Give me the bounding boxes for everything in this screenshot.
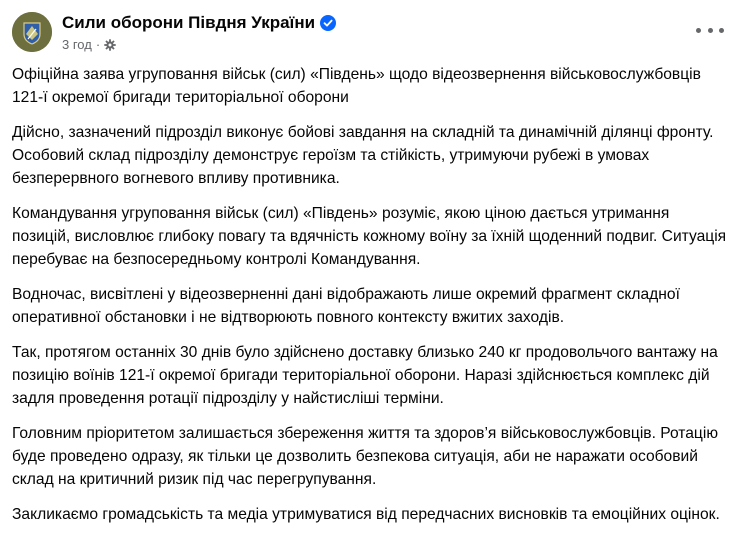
post-text	[12, 63, 728, 538]
verified-badge-icon	[320, 15, 336, 31]
unit-emblem-icon	[12, 12, 52, 52]
page-name-text[interactable]: Сили оборони Півдня України	[62, 13, 316, 32]
more-dot-icon	[708, 28, 713, 33]
post-timestamp[interactable]: 3 год	[62, 37, 92, 52]
more-options-icon[interactable]	[696, 20, 724, 40]
gear-icon[interactable]	[104, 39, 116, 51]
page-name-link[interactable]	[62, 13, 336, 33]
post-paragraph: Офіційна заява угруповання військ (сил) «Південь» щодо відеозвернення військовослужбовців 121-ї окремої бригади територіальної оборони	[12, 66, 701, 106]
post-paragraph: Дійсно, зазначений підрозділ виконує бойові завдання на складній та динамічній ділянці фронту. Особовий склад підрозділу демонструє героїзм та стійкість, утримуючи рубежі в умовах безперервного вогневого впливу противника.	[12, 124, 714, 187]
post-paragraph: Так, протягом останніх 30 днів було здійснено доставку близько 240 кг продовольчого вантажу на позицію воїнів 121-ї окремої бригади територіальної оборони. Наразі здійснюється комплекс дій задля проведення ротації підрозділу у найстисліші терміни.	[12, 344, 718, 407]
post-paragraph: Головним пріоритетом залишається збереження життя та здоров’я військовослужбовців. Ротацію буде проведено одразу, як тільки це дозволить безпекова ситуація, аби не наражати особовий склад на критичний ризик під час перегрупування.	[12, 425, 719, 488]
post-paragraph: Закликаємо громадськість та медіа утримуватися від передчасних висновків та емоційних оцінок.	[12, 506, 720, 523]
post-paragraph: Водночас, висвітлені у відеозверненні дані відображають лише окремий фрагмент складної оперативної обстановки і не відтворюють повного контексту вжитих заходів.	[12, 286, 680, 326]
page-avatar[interactable]	[12, 12, 52, 52]
meta-separator: ·	[95, 37, 101, 52]
more-dot-icon	[696, 28, 701, 33]
post-header	[12, 12, 728, 56]
post-meta	[62, 37, 116, 52]
post-paragraph: Командування угруповання військ (сил) «Південь» розуміє, якою ціною дається утримання позицій, висловлює глибоку повагу та вдячність кожному воїну за їхній щоденний подвиг. Ситуація перебуває на безпосередньому контролі Командування.	[12, 205, 727, 268]
more-dot-icon	[719, 28, 724, 33]
